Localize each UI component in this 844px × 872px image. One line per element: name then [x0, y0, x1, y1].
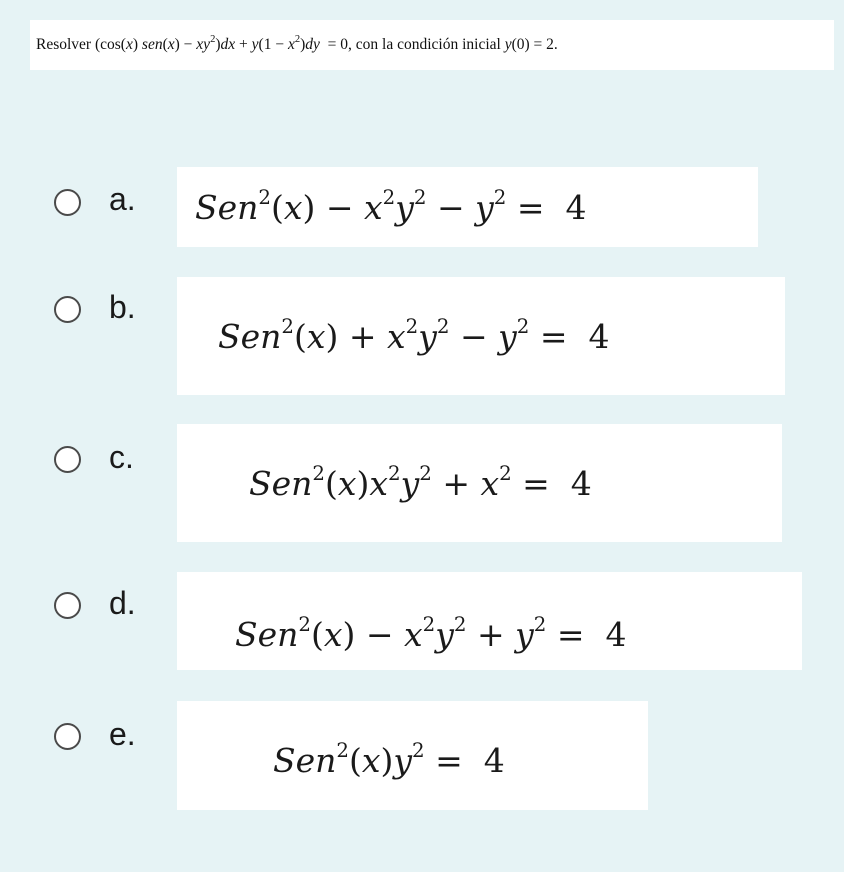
question-statement: Resolver (cos(x) $sen(x) - xy^2)dx + y(1 - x^2)dy = 0$, con la condición inicial y(0) = 2.	[36, 33, 558, 53]
option-d-equation-box[interactable]	[177, 572, 802, 670]
option-a-equation-box[interactable]	[177, 167, 758, 247]
option-b-equation-box[interactable]	[177, 277, 785, 395]
option-d-radio[interactable]	[54, 592, 81, 619]
option-b-equation: $Sen^2(x) + x^2y^2 - y^2 = 4$	[218, 314, 610, 356]
option-e-equation-box[interactable]	[177, 701, 648, 810]
option-a-equation: $Sen^2(x) - x^2y^2 - y^2 = 4$	[195, 185, 587, 227]
option-a-radio[interactable]	[54, 189, 81, 216]
option-b-letter: b.	[109, 289, 136, 325]
option-c-equation-box[interactable]	[177, 424, 782, 542]
option-b-radio[interactable]	[54, 296, 81, 323]
option-c-equation: $Sen^2(x)x^2y^2 + x^2 = 4$	[249, 461, 592, 503]
option-d-letter: d.	[109, 585, 136, 621]
option-c-letter: c.	[109, 439, 134, 475]
option-d-equation: $Sen^2(x) - x^2y^2 + y^2 = 4$	[235, 612, 627, 654]
option-e-letter: e.	[109, 716, 136, 752]
option-a-letter: a.	[109, 181, 136, 217]
question-text	[30, 20, 834, 70]
option-c-radio[interactable]	[54, 446, 81, 473]
option-e-radio[interactable]	[54, 723, 81, 750]
option-e-equation: $Sen^2(x)y^2 = 4$	[273, 739, 505, 780]
